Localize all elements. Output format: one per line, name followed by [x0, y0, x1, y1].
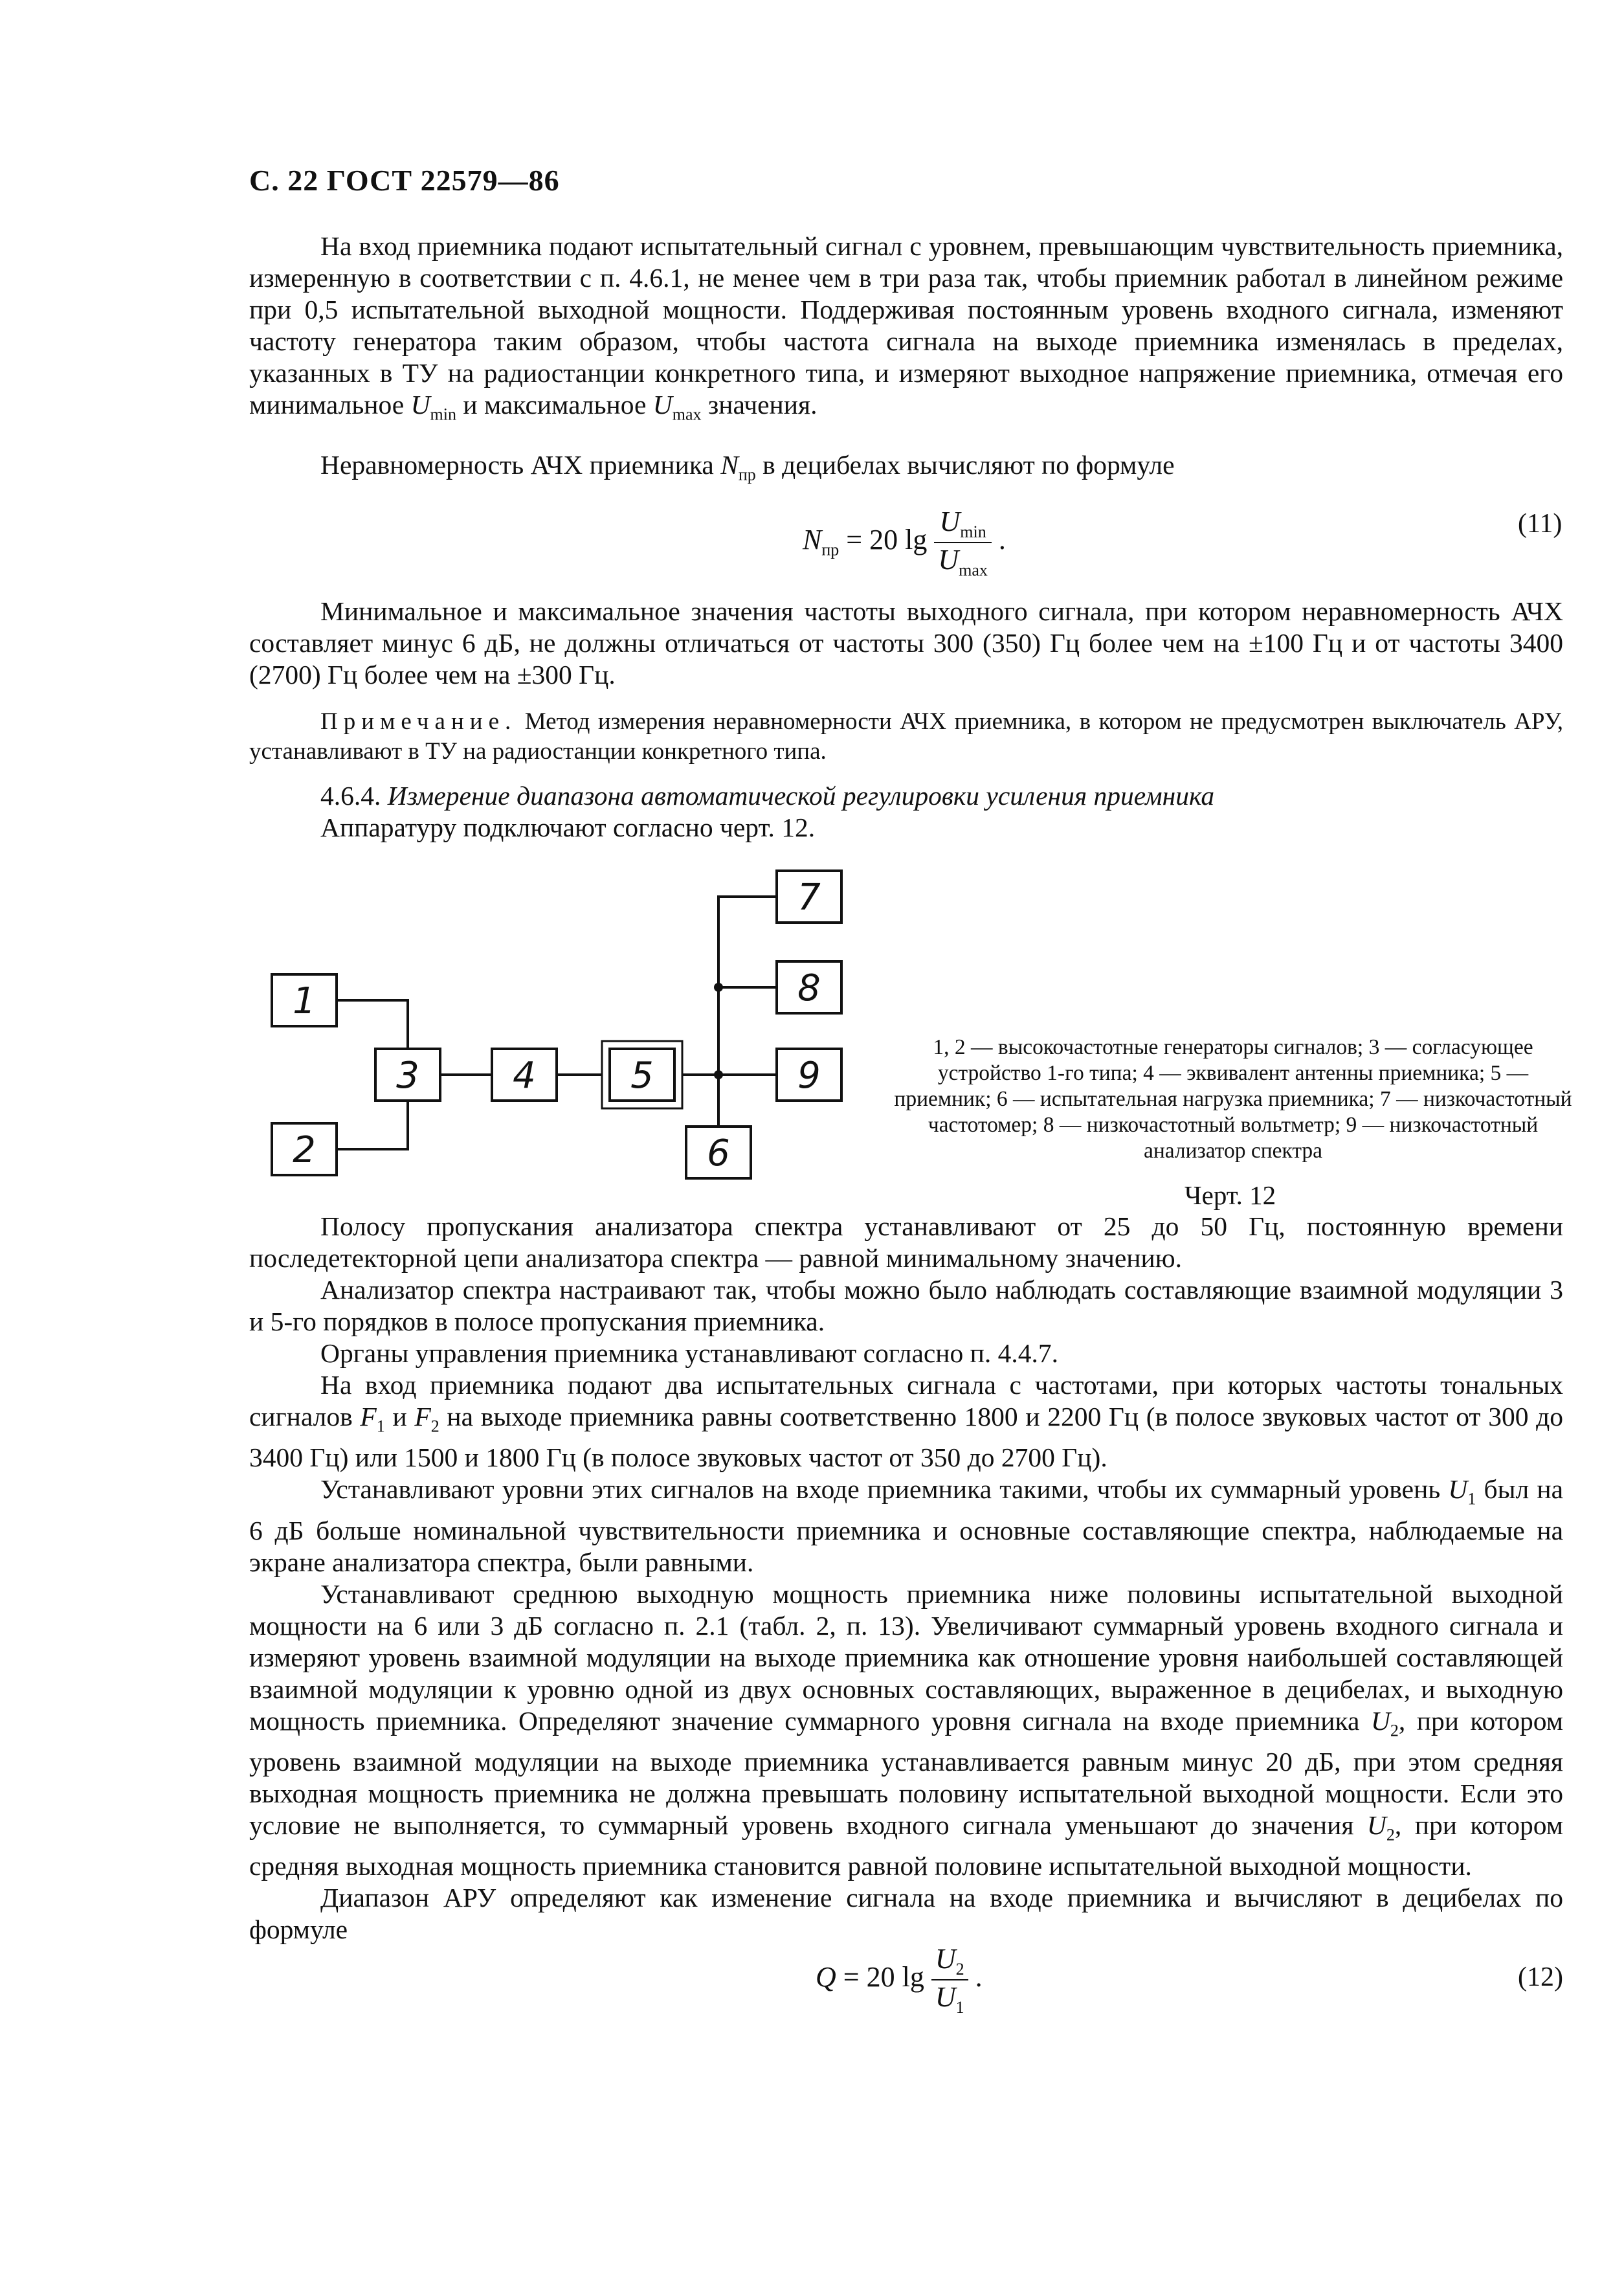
junction-node	[714, 983, 723, 992]
fraction: $\frac{U_{min}}{U_{max}}$	[934, 505, 992, 580]
body-section	[249, 1211, 1563, 1946]
junction-node	[714, 1070, 723, 1079]
block-label: 9	[797, 1055, 821, 1097]
wire-bus-7	[718, 897, 777, 1127]
page-header: С. 22 ГОСТ 22579—86	[249, 164, 560, 197]
block-label: 5	[630, 1055, 654, 1097]
wire-2-3	[337, 1101, 408, 1149]
wire-1-3	[337, 1000, 408, 1049]
formula-12: Q = 20 lg $\frac{U_2}{U_1}$ .	[816, 1943, 983, 2017]
figure-caption: 1, 2 — высокочастотные генераторы сигналов; 3 — согласующее устройство 1-го типа; 4 — эквивалент антенны приемника; 5 — приемник; 6 — испытательная нагрузка приемника; 7 — низкочастотный частотомер; 8 — низкочастотный вольтметр; 9 — низкочастотный анализатор спектра	[894, 1035, 1572, 1163]
fraction: $\frac{U_2}{U_1}$	[931, 1942, 968, 2017]
block-label: 4	[513, 1055, 536, 1097]
paragraph-nonuniformity: Неравномерность АЧХ приемника $N_{пр}$ в децибелах вычисляют по формуле	[320, 450, 1175, 484]
block-label: 2	[293, 1129, 316, 1171]
paragraph-two-signals: На вход приемника подают два испытательных сигнала с частотами, при которых частоты тональных сигналов $F_1$ и $F_2$ на выходе приемника равны соответственно 1800 и 2200 Гц (в полосе звуковых частот от 300 до 3400 Гц) или 1500 и 1800 Гц (в полосе звуковых частот от 350 до 2700 Гц).	[249, 1370, 1564, 1473]
note-label: Примечание.	[320, 708, 517, 735]
block-label: 3	[396, 1055, 419, 1097]
figure-label: Черт. 12	[1185, 1180, 1276, 1210]
paragraph-frequency-limits: Минимальное и максимальное значения частоты выходного сигнала, при котором неравномерность АЧХ составляет минус 6 дБ, не должны отличаться от частоты 300 (350) Гц более чем на ±100 Гц и от частоты 3400 (2700) Гц более чем на ±300 Гц.	[249, 596, 1563, 690]
block-label: 7	[797, 877, 821, 919]
paragraph-output-power: Устанавливают среднюю выходную мощность приемника ниже половины испытательной выходной мощности на 6 или 3 дБ согласно п. 2.1 (табл. 2, п. 13). Увеличивают суммарный уровень входного сигнала и измеряют уровень взаимной модуляции на выходе приемника как отношение уровня наибольшей составляющей взаимной модуляции к уровню одной из двух основных составляющих, выраженное в децибелах, и выходную мощность приемника. Определяют значение суммарного уровня сигнала на входе приемника $U_2$, при котором уровень взаимной модуляции на выходе приемника устанавливается равным минус 20 дБ, при этом средняя выходная мощность приемника не должна превышать половину испытательной выходной мощности. Если это условие не выполняется, то суммарный уровень входного сигнала уменьшают до значения $U_2$, при котором средняя выходная мощность приемника становится равной половине испытательной выходной мощности.	[249, 1578, 1564, 1881]
section-4-6-4: 4.6.4. Измерение диапазона автоматической регулировки усиления приемника Аппаратуру подключают согласно черт. 12.	[320, 781, 1215, 842]
block-label: 8	[797, 967, 821, 1009]
equation-number-12: (12)	[1518, 1962, 1563, 1992]
block-diagram	[259, 861, 887, 1224]
block-label: 1	[293, 980, 316, 1022]
equation-number-11: (11)	[1518, 509, 1563, 539]
formula-11: $N_{пр} = 20$ lg $\frac{U_{min}}{U_{max}}$ .	[803, 506, 1006, 579]
paragraph: Анализатор спектра настраивают так, чтобы можно было наблюдать составляющие взаимной модуляции 3 и 5-го порядков в полосе пропускания приемника.	[249, 1275, 1563, 1336]
note: Примечание. Метод измерения неравномерности АЧХ приемника, в котором не предусмотрен выключатель АРУ, устанавливают в ТУ на радиостанции конкретного типа.	[249, 708, 1563, 765]
section-title: Измерение диапазона автоматической регулировки усиления приемника	[387, 781, 1215, 811]
paragraph-agc-range: Диапазон АРУ определяют как изменение сигнала на входе приемника и вычисляют в децибелах по формуле	[249, 1883, 1563, 1945]
paragraph: Полосу пропускания анализатора спектра устанавливают от 25 до 50 Гц, постоянную времени последетекторной цепи анализатора спектра — равной минимальному значению.	[249, 1211, 1563, 1273]
paragraph-input-signal: На вход приемника подают испытательный сигнал с уровнем, превышающим чувствительность приемника, измеренную в соответствии с п. 4.6.1, не менее чем в три раза так, чтобы приемник работал в линейном режиме при 0,5 испытательной выходной мощности. Поддерживая постоянным уровень входного сигнала, изменяют частоту генератора таким образом, чтобы частота сигнала на выходе приемника изменялась в пределах, указанных в ТУ на радиостанции конкретного типа, и измеряют выходное напряжение приемника, отмечая его минимальное $U_{min}$ и максимальное $U_{max}$ значения.	[249, 231, 1563, 424]
paragraph-signal-levels: Устанавливают уровни этих сигналов на входе приемника такими, чтобы их суммарный уровень $U_1$ был на 6 дБ больше номинальной чувствительности приемника и основные составляющие спектра, наблюдаемые на экране анализатора спектра, были равными.	[249, 1474, 1563, 1577]
block-label: 6	[707, 1132, 730, 1174]
paragraph: Органы управления приемника устанавливают согласно п. 4.4.7.	[320, 1338, 1058, 1368]
